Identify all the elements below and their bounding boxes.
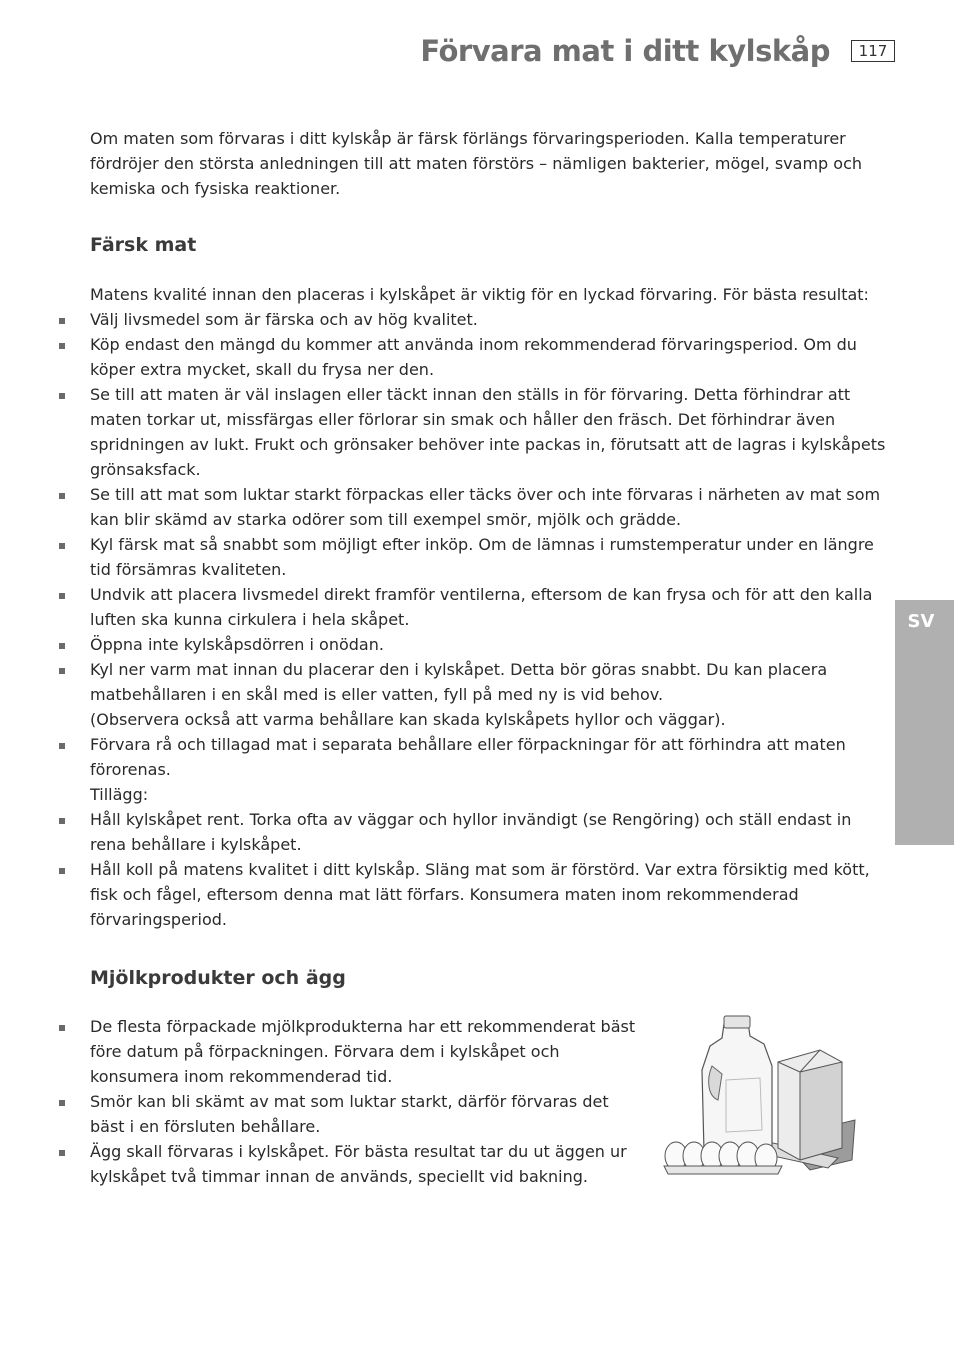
list-item: Undvik att placera livsmedel direkt framför ventilerna, eftersom de kan frysa och för att den kalla luften ska kunna cirkulera i hela skåpet. bbox=[90, 582, 890, 632]
list-item: De flesta förpackade mjölkprodukterna har ett rekommenderat bäst före datum på förpackningen. Förvara dem i kylskåpet och konsumera inom rekommenderad tid. bbox=[90, 1014, 646, 1089]
list-item: Se till att mat som luktar starkt förpackas eller täcks över och inte förvaras i närheten av mat som kan blir skämd av starka odörer som till exempel smör, mjölk och grädde. bbox=[90, 482, 890, 532]
dairy-list bbox=[90, 1014, 646, 1189]
language-tab-label: SV bbox=[907, 611, 935, 632]
dairy-products-icon bbox=[660, 1010, 860, 1180]
fresh-food-list bbox=[90, 307, 890, 932]
page-number: 117 bbox=[851, 40, 895, 62]
list-item-addendum: Tillägg: bbox=[90, 785, 149, 804]
fresh-food-lead: Matens kvalité innan den placeras i kylskåpet är viktig för en lyckad förvaring. För bästa resultat: bbox=[90, 285, 869, 304]
list-item: Kyl färsk mat så snabbt som möjligt efter inköp. Om de lämnas i rumstemperatur under en längre tid försämras kvaliteten. bbox=[90, 532, 890, 582]
list-item: Välj livsmedel som är färska och av hög kvalitet. bbox=[90, 307, 890, 332]
list-item: Ägg skall förvaras i kylskåpet. För bästa resultat tar du ut äggen ur kylskåpet två timmar innan de används, speciellt vid bakning. bbox=[90, 1139, 646, 1189]
list-item: Öppna inte kylskåpsdörren i onödan. bbox=[90, 632, 890, 657]
list-item: Kyl ner varm mat innan du placerar den i kylskåpet. Detta bör göras snabbt. Du kan placera matbehållaren i en skål med is eller vatten, fyll på med ny is vid behov. (Observera också att varma behållare kan skada kylskåpets hyllor och väggar). bbox=[90, 657, 890, 732]
list-item-note: (Observera också att varma behållare kan skada kylskåpets hyllor och väggar). bbox=[90, 710, 726, 729]
list-item: Förvara rå och tillagad mat i separata behållare eller förpackningar för att förhindra att maten förorenas. Tillägg: bbox=[90, 732, 890, 807]
list-item: Köp endast den mängd du kommer att använda inom rekommenderad förvaringsperiod. Om du köper extra mycket, skall du frysa ner den. bbox=[90, 332, 890, 382]
list-item: Smör kan bli skämt av mat som luktar starkt, därför förvaras det bäst i en försluten behållare. bbox=[90, 1089, 646, 1139]
list-item: Se till att maten är väl inslagen eller täckt innan den ställs in för förvaring. Detta förhindrar att maten torkar ut, missfärgas eller förlorar sin smak och håller den fräsch. Det förhindrar även spridningen av lukt. Frukt och grönsaker behöver inte packas in, förutsatt att de lagras i kylskåpets grönsaksfack. bbox=[90, 382, 890, 482]
list-item: Håll kylskåpet rent. Torka ofta av väggar och hyllor invändigt (se Rengöring) och ställ endast in rena behållare i kylskåpet. bbox=[90, 807, 890, 857]
section-heading-dairy: Mjölkprodukter och ägg bbox=[90, 967, 346, 989]
list-item: Håll koll på matens kvalitet i ditt kylskåp. Släng mat som är förstörd. Var extra försiktig med kött, fisk och fågel, eftersom denna mat lätt förfars. Konsumera maten inom rekommenderad förvaringsperiod. bbox=[90, 857, 890, 932]
intro-paragraph: Om maten som förvaras i ditt kylskåp är färsk förlängs förvaringsperioden. Kalla temperaturer fördröjer den största anledningen till att maten förstörs – nämligen bakterier, mögel, svamp och kemiska och fysiska reaktioner. bbox=[90, 129, 863, 198]
section-heading-fresh-food: Färsk mat bbox=[90, 234, 197, 256]
page-title: Förvara mat i ditt kylskåp bbox=[420, 34, 830, 68]
language-tab bbox=[895, 600, 954, 845]
